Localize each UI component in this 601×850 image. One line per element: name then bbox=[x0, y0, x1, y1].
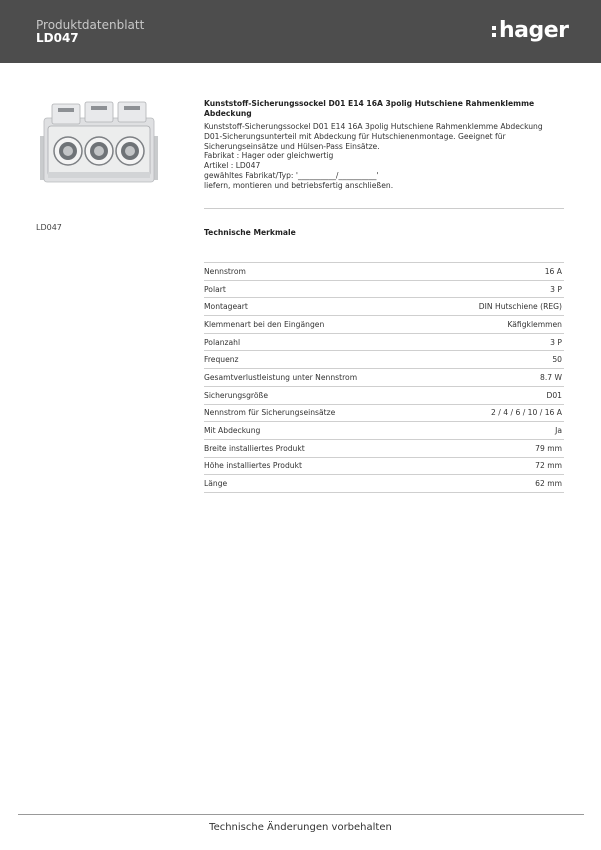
description-line: D01-Sicherungsunterteil mit Abdeckung für Hutschienenmontage. Geeignet für bbox=[204, 131, 506, 141]
footer-note: Technische Änderungen vorbehalten bbox=[209, 822, 392, 833]
table-row bbox=[204, 422, 564, 440]
spec-value: DIN Hutschiene (REG) bbox=[478, 302, 562, 312]
product-title-line: Abdeckung bbox=[204, 109, 252, 118]
spec-label: Sicherungsgröße bbox=[204, 390, 268, 400]
spec-value: 16 A bbox=[544, 266, 562, 276]
spec-value: 72 mm bbox=[535, 461, 562, 471]
spec-value: 3 P bbox=[550, 284, 562, 294]
table-row bbox=[204, 351, 564, 369]
hager-logo bbox=[492, 17, 569, 45]
spec-label: Breite installiertes Produkt bbox=[204, 443, 305, 453]
spec-label: Nennstrom für Sicherungseinsätze bbox=[204, 408, 336, 418]
product-image bbox=[36, 96, 162, 190]
spec-value: Käfigklemmen bbox=[507, 319, 562, 329]
spec-label: Montageart bbox=[204, 302, 248, 312]
spec-label: Nennstrom bbox=[204, 266, 246, 276]
spec-label: Polart bbox=[204, 284, 226, 294]
document-type: Produktdatenblatt bbox=[36, 18, 145, 32]
description-line: Artikel : LD047 bbox=[204, 161, 261, 171]
logo-wordmark: hager bbox=[499, 18, 569, 43]
spec-value: 62 mm bbox=[535, 479, 562, 489]
table-row bbox=[204, 458, 564, 476]
spec-label: Polanzahl bbox=[204, 337, 241, 347]
table-row bbox=[204, 281, 564, 299]
description-line: gewähltes Fabrikat/Typ: '__________/__________' bbox=[204, 170, 379, 180]
table-row bbox=[204, 369, 564, 387]
spec-value: 8.7 W bbox=[540, 372, 562, 382]
document-code: LD047 bbox=[36, 31, 79, 45]
description-line: Fabrikat : Hager oder gleichwertig bbox=[204, 151, 334, 161]
product-title bbox=[204, 99, 564, 119]
spec-value: Ja bbox=[555, 426, 562, 436]
spec-label: Klemmenart bei den Eingängen bbox=[204, 319, 325, 329]
spec-table bbox=[204, 262, 564, 493]
spec-value: 50 bbox=[552, 355, 562, 365]
logo-mark-icon bbox=[492, 26, 496, 37]
section-divider bbox=[204, 208, 564, 209]
spec-label: Frequenz bbox=[204, 355, 239, 365]
table-row bbox=[204, 298, 564, 316]
spec-value: 3 P bbox=[550, 337, 562, 347]
table-row bbox=[204, 334, 564, 352]
description-line: Kunststoff-Sicherungssockel D01 E14 16A 3polig Hutschiene Rahmenklemme Abdeckung bbox=[204, 122, 543, 131]
image-caption: LD047 bbox=[36, 223, 62, 232]
table-row bbox=[204, 440, 564, 458]
spec-label: Höhe installiertes Produkt bbox=[204, 461, 302, 471]
page-header bbox=[0, 0, 601, 63]
product-title-line: Kunststoff-Sicherungssockel D01 E14 16A 3polig Hutschiene Rahmenklemme bbox=[204, 99, 535, 108]
product-description bbox=[204, 122, 564, 191]
description-line: Sicherungseinsätze und Hülsen-Pass Einsätze. bbox=[204, 141, 380, 151]
spec-value: D01 bbox=[546, 390, 562, 400]
table-row bbox=[204, 316, 564, 334]
section-title: Technische Merkmale bbox=[204, 228, 296, 237]
spec-label: Gesamtverlustleistung unter Nennstrom bbox=[204, 372, 358, 382]
description-line: liefern, montieren und betriebsfertig anschließen. bbox=[204, 180, 394, 190]
footer-divider bbox=[18, 814, 584, 815]
spec-value: 79 mm bbox=[535, 443, 562, 453]
table-row bbox=[204, 387, 564, 405]
table-row bbox=[204, 405, 564, 423]
table-row bbox=[204, 263, 564, 281]
spec-label: Länge bbox=[204, 479, 228, 489]
table-row bbox=[204, 475, 564, 493]
spec-label: Mit Abdeckung bbox=[204, 426, 261, 436]
spec-value: 2 / 4 / 6 / 10 / 16 A bbox=[491, 408, 562, 418]
